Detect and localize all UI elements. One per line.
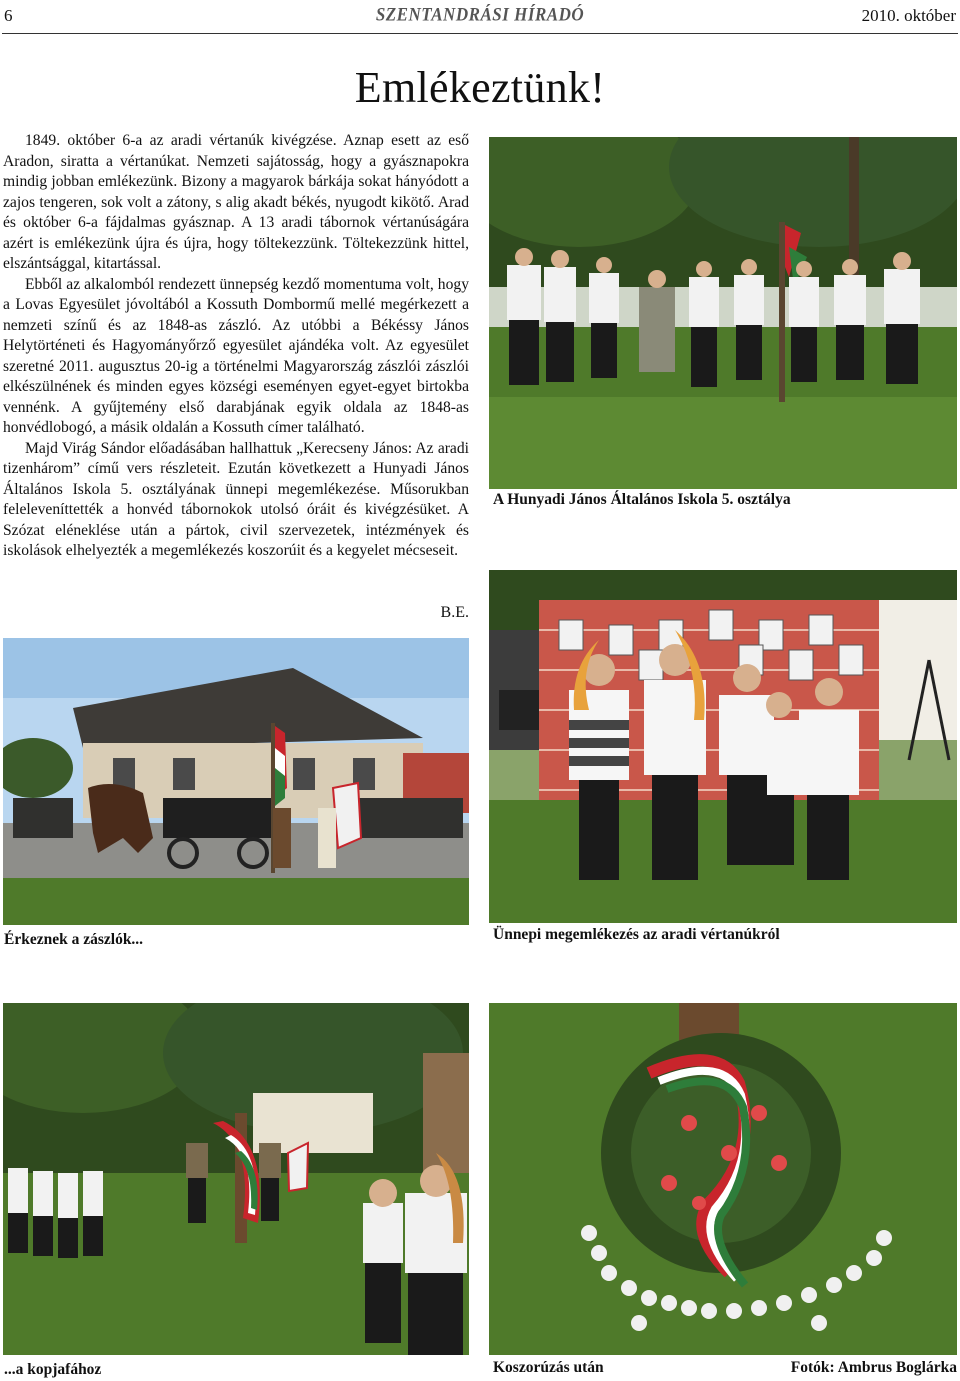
caption-flags-arrive: Érkeznek a zászlók... <box>4 931 144 948</box>
article-paragraph-1: 1849. október 6-a az aradi vértanúk kivégzése. Aznap esett az eső Aradon, siratta a vértanúkat. Nemzeti sajátosság, hogy a gyásznapokra mindig jobban emlékezünk. Bizony a magyarok bárkája sokat hányódott a zajos tengeren, sok volt a zátony, s alig akadt békés, nyugodt kikötő. Arad és október 6-a fájdalmas gyásznap. A 13 aradi tábornok vértanúságára azért is emlékezünk újra és újra, hogy töltekezzünk. Töltekezzünk hittel, elszántsággal, kitartással. <box>3 132 469 272</box>
issue-date: 2010. október <box>861 6 956 25</box>
masthead: SZENTANDRÁSI HÍRADÓ <box>375 4 585 25</box>
caption-class-photo: A Hunyadi János Általános Iskola 5. osztálya <box>493 491 791 508</box>
photo-credit: Fotók: Ambrus Boglárka <box>790 1359 957 1376</box>
caption-wreath: Koszorúzás után <box>493 1359 604 1376</box>
header-rule <box>2 33 958 34</box>
flags-arrive-photo <box>3 638 469 925</box>
kopjafa-photo <box>3 1003 469 1355</box>
article-body <box>3 131 469 562</box>
class-photo <box>489 137 957 489</box>
wreath-photo <box>489 1003 957 1355</box>
author-signature: B.E. <box>440 604 469 621</box>
caption-ceremony: Ünnepi megemlékezés az aradi vértanúkról <box>493 926 780 943</box>
ceremony-photo <box>489 570 957 923</box>
caption-kopjafa: ...a kopjafához <box>4 1361 102 1378</box>
article-paragraph-2: Ebből az alkalomból rendezett ünnepség kezdő momentuma volt, hogy a Lovas Egyesület jóvoltából a Kossuth Dombormű mellé megérkezett a nemzeti színű és az 1848-as zászló. Az utóbbi a Békéssy János Helytörténeti és Hagyományőrző egyesület ajándéka volt. Az egyesület szeretné 2011. augusztus 20-ig a történelmi Magyarország zászlói zászlói elkészülnének és minden egyes községi eseményen egyet-egyet birtokba vennénk. A gyűjtemény első darabjának egyik oldala az 1848-as honvédlobogó, a másik oldalán a Kossuth címer található. <box>3 275 469 436</box>
article-headline: Emlékeztünk! <box>354 63 606 112</box>
page-number: 6 <box>4 6 13 25</box>
article-paragraph-3: Majd Virág Sándor előadásában hallhattuk „Kerecseny János: Az aradi tizenhárom” című vers részleteit. Ezután következett a Hunyadi János Általános Iskola 5. osztályának ünnepi megemlékezése. Műsorukban feleleveníttették a honvéd tábornokok utolsó óráit és kivégzésüket. A Szózat eléneklése után a pártok, civil szervezetek, intézmények és iskolások elhelyezték a megemlékezés koszorúit és a kegyelet mécseseit. <box>3 439 469 559</box>
